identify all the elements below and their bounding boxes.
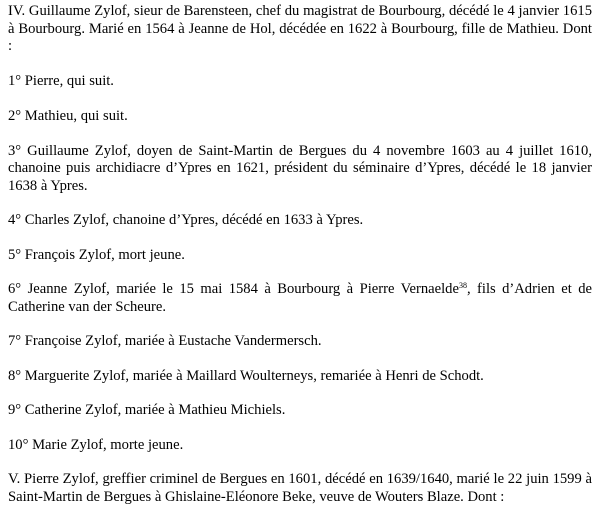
child-entry-4: 4° Charles Zylof, chanoine d’Ypres, décédé en 1633 à Ypres.: [8, 212, 364, 228]
child-entry-6: [8, 281, 592, 316]
child-entry-5: 5° François Zylof, mort jeune.: [8, 246, 185, 263]
child-entry-2: 2° Mathieu, qui suit.: [8, 108, 128, 124]
child-entry-3: 3° Guillaume Zylof, doyen de Saint-Martin de Bergues du 4 novembre 1603 au 4 juillet 1610, chanoine puis archidiacre d’Ypres en 1621, président du séminaire d’Ypres, décédé le 18 janvier 1638 à Ypres.: [8, 142, 592, 194]
generation-v-paragraph: V. Pierre Zylof, greffier criminel de Bergues en 1601, décédé en 1639/1640, marié le 22 juin 1599 à Saint-Martin de Bergues à Ghislaine-Eléonore Beke, veuve de Wouters Blaze. Dont :: [8, 471, 592, 505]
footnote-marker: 38: [458, 281, 467, 290]
child-entry-8: 8° Marguerite Zylof, mariée à Maillard Woulterneys, remariée à Henri de Schodt.: [8, 367, 484, 384]
child-entry-1: 1° Pierre, qui suit.: [8, 72, 114, 89]
child-entry-6-text-start: 6° Jeanne Zylof, mariée le 15 mai 1584 à Bourbourg à Pierre Vernaelde: [8, 281, 459, 297]
child-entry-10: 10° Marie Zylof, morte jeune.: [8, 436, 184, 453]
child-entry-7: 7° Françoise Zylof, mariée à Eustache Vandermersch.: [8, 333, 322, 349]
child-entry-9: 9° Catherine Zylof, mariée à Mathieu Michiels.: [8, 402, 286, 418]
generation-iv-paragraph: IV. Guillaume Zylof, sieur de Barensteen, chef du magistrat de Bourbourg, décédé le 4 janvier 1615 à Bourbourg. Marié en 1564 à Jeanne de Hol, décédée en 1622 à Bourbourg, fille de Mathieu. Dont :: [8, 3, 592, 54]
child-entry-6-text-end: , fils d’Adrien et de Catherine van der Scheure.: [8, 281, 592, 315]
document-page: [8, 0, 592, 506]
